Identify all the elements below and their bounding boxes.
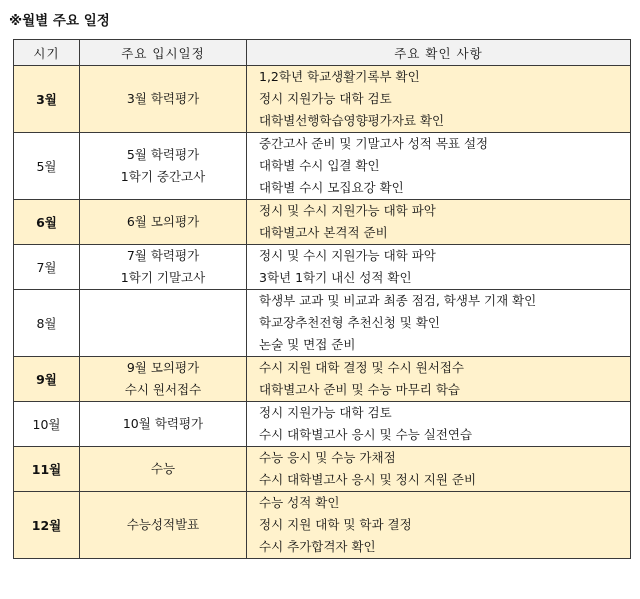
exam-schedule-cell xyxy=(80,245,247,290)
exam-schedule-cell xyxy=(80,357,247,402)
exam-schedule-cell xyxy=(80,66,247,133)
check-item-line: 정시 및 수시 지원가능 대학 파악 xyxy=(259,203,436,218)
exam-schedule-line: 수시 원서접수 xyxy=(124,382,202,397)
exam-schedule-line: 1학기 기말고사 xyxy=(120,270,206,285)
month-cell: 9월 xyxy=(14,357,80,402)
month-cell: 10월 xyxy=(14,402,80,447)
exam-schedule-line: 수능성적발표 xyxy=(126,517,200,532)
check-item-line: 수능 응시 및 수능 가채점 xyxy=(259,450,396,465)
table-row xyxy=(14,245,631,290)
exam-schedule-cell xyxy=(80,133,247,200)
check-item-line: 정시 지원 대학 및 학과 결정 xyxy=(259,517,412,532)
check-item-line: 정시 지원가능 대학 검토 xyxy=(259,91,392,106)
table-row xyxy=(14,357,631,402)
header-period: 시기 xyxy=(14,40,80,66)
check-items-cell xyxy=(247,200,631,245)
exam-schedule-line: 7월 학력평가 xyxy=(126,248,200,263)
check-item-line: 대학별 수시 입결 확인 xyxy=(259,158,380,173)
header-exam-schedule: 주요 입시일정 xyxy=(80,40,247,66)
check-item-line: 대학별선행학습영향평가자료 확인 xyxy=(259,113,445,128)
table-row xyxy=(14,402,631,447)
check-items-cell xyxy=(247,402,631,447)
month-cell: 7월 xyxy=(14,245,80,290)
exam-schedule-line: 6월 모의평가 xyxy=(126,214,200,229)
check-items-cell xyxy=(247,133,631,200)
check-item-line: 수시 추가합격자 확인 xyxy=(259,539,376,554)
exam-schedule-cell xyxy=(80,447,247,492)
check-item-line: 수시 대학별고사 응시 및 수능 실전연습 xyxy=(259,427,473,442)
check-item-line: 대학별고사 준비 및 수능 마무리 학습 xyxy=(259,382,460,397)
exam-schedule-line: 10월 학력평가 xyxy=(122,416,204,431)
check-item-line: 학생부 교과 및 비교과 최종 점검, 학생부 기재 확인 xyxy=(259,293,537,308)
check-items-cell xyxy=(247,66,631,133)
exam-schedule-line: 9월 모의평가 xyxy=(126,360,200,375)
schedule-table xyxy=(13,39,631,559)
exam-schedule-line: 5월 학력평가 xyxy=(126,147,200,162)
table-row xyxy=(14,66,631,133)
table-row xyxy=(14,290,631,357)
check-item-line: 중간고사 준비 및 기말고사 성적 목표 설정 xyxy=(259,136,489,151)
table-row xyxy=(14,447,631,492)
header-check-items: 주요 확인 사항 xyxy=(247,40,631,66)
exam-schedule-cell xyxy=(80,290,247,357)
check-items-cell xyxy=(247,447,631,492)
check-item-line: 논술 및 면접 준비 xyxy=(259,337,356,352)
month-cell: 5월 xyxy=(14,133,80,200)
check-items-cell xyxy=(247,357,631,402)
check-item-line: 학교장추천전형 추천신청 및 확인 xyxy=(259,315,440,330)
check-item-line: 수시 대학별고사 응시 및 정시 지원 준비 xyxy=(259,472,477,487)
exam-schedule-line: 1학기 중간고사 xyxy=(120,169,206,184)
check-items-cell xyxy=(247,290,631,357)
page-title: ※월별 주요 일정 xyxy=(9,13,110,29)
check-item-line: 수시 지원 대학 결정 및 수시 원서접수 xyxy=(259,360,464,375)
table-row xyxy=(14,133,631,200)
table-row xyxy=(14,200,631,245)
exam-schedule-cell xyxy=(80,402,247,447)
month-cell: 6월 xyxy=(14,200,80,245)
check-item-line: 정시 지원가능 대학 검토 xyxy=(259,405,392,420)
exam-schedule-cell xyxy=(80,200,247,245)
month-cell: 11월 xyxy=(14,447,80,492)
month-cell: 8월 xyxy=(14,290,80,357)
exam-schedule-cell xyxy=(80,492,247,559)
check-items-cell xyxy=(247,492,631,559)
check-item-line: 정시 및 수시 지원가능 대학 파악 xyxy=(259,248,436,263)
table-header-row xyxy=(14,40,631,66)
check-item-line: 1,2학년 학교생활기록부 확인 xyxy=(259,69,420,84)
check-item-line: 3학년 1학기 내신 성적 확인 xyxy=(259,270,412,285)
check-item-line: 수능 성적 확인 xyxy=(259,495,340,510)
table-row xyxy=(14,492,631,559)
exam-schedule-line: 3월 학력평가 xyxy=(126,91,200,106)
exam-schedule-line: 수능 xyxy=(150,461,176,476)
check-items-cell xyxy=(247,245,631,290)
month-cell: 12월 xyxy=(14,492,80,559)
check-item-line: 대학별 수시 모집요강 확인 xyxy=(259,180,404,195)
month-cell: 3월 xyxy=(14,66,80,133)
check-item-line: 대학별고사 본격적 준비 xyxy=(259,225,388,240)
